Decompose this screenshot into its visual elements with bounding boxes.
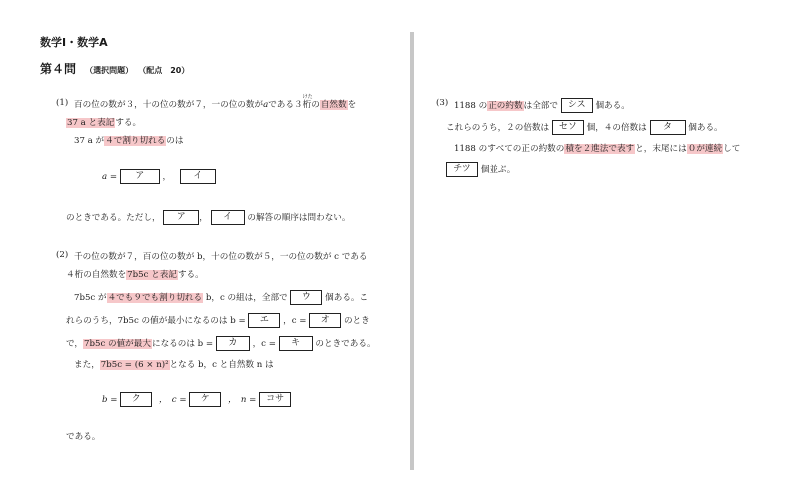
q1-text: の解答の順序は問わない。: [247, 213, 351, 223]
q2-end: である。: [66, 432, 101, 442]
q3-text: と，末尾には: [635, 144, 687, 154]
answer-box-ta[interactable]: タ: [650, 120, 686, 135]
q1-text: のときである。ただし，: [66, 213, 161, 223]
q2-line1: 千の位の数が７，百の位の数が b，十の位の数が５，一の位の数が c である: [74, 252, 368, 262]
eq-n-label: ， n =: [228, 395, 257, 405]
answer-box-ka[interactable]: カ: [216, 336, 250, 351]
q3-text: 1188 の: [454, 101, 488, 111]
q3-text: は全部で: [523, 101, 558, 111]
q3-text: 個ある。: [688, 123, 723, 133]
q2-line4: [66, 313, 370, 328]
q3-text: これらのうち，２の倍数は: [446, 123, 550, 133]
answer-box-seso[interactable]: セソ: [552, 120, 584, 135]
highlight-max-value: 7b5c の値が最大: [84, 339, 151, 349]
q2-text: する。: [177, 270, 204, 280]
q3-line1: [454, 98, 630, 113]
subject-title: 数学Ⅰ・数学A: [40, 36, 108, 49]
selection-note: （選択問題）: [85, 66, 134, 75]
highlight-notation: 37 a と表記: [67, 118, 115, 128]
q2-text: のとき: [343, 316, 370, 326]
q2-line6: [74, 358, 274, 370]
answer-box-u[interactable]: ウ: [290, 290, 322, 305]
answer-box-a-ref[interactable]: ア: [163, 210, 199, 225]
q3-text: 個，４の倍数は: [586, 123, 647, 133]
column-divider: [410, 32, 414, 470]
answer-box-shisu[interactable]: シス: [561, 98, 593, 113]
q1-text: である３: [268, 100, 303, 110]
highlight-divisible-4: ４で割り切れる: [105, 136, 166, 146]
q2-text: 個ある。こ: [325, 293, 369, 303]
q1-text: する。: [115, 118, 142, 128]
highlight-notation-2: 7b5c と表記: [127, 270, 177, 280]
q2-number: (2): [56, 250, 69, 260]
q2-text: b，c の組は，全部で: [203, 293, 288, 303]
eq-a-label: a =: [102, 172, 118, 182]
q1-number: (1): [56, 98, 69, 108]
highlight-consecutive-zeros: ０が連続: [687, 144, 723, 154]
q1-text: のは: [166, 136, 184, 146]
q2-text: になるのは b =: [151, 339, 214, 349]
highlight-binary-product: 積を２進法で表す: [565, 144, 635, 154]
q1-line2: [66, 116, 141, 128]
q1-line1: [74, 94, 357, 110]
q2-text: 7b5c が: [74, 293, 107, 303]
q1-text: 百の位の数が３，十の位の数が７，一の位の数が: [74, 100, 264, 110]
q1-text: ，: [199, 213, 208, 223]
problem-number: 第４問: [40, 62, 77, 76]
highlight-positive-divisor: 正の約数: [488, 101, 523, 111]
comma: ，: [162, 172, 172, 182]
q3-text: して: [723, 144, 741, 154]
q2-text: れらのうち，7b5c の値が最小になるのは b =: [66, 316, 246, 326]
eq-b-label: b =: [102, 395, 118, 405]
q1-answer-line: [102, 169, 216, 184]
answer-box-a[interactable]: ア: [120, 169, 160, 184]
eq-c-label: ， c =: [158, 395, 187, 405]
answer-box-i-ref[interactable]: イ: [211, 210, 245, 225]
keta-ruby: [302, 94, 313, 110]
answer-box-i[interactable]: イ: [180, 169, 216, 184]
q1-var-a: a: [263, 100, 269, 110]
q3-number: (3): [436, 98, 449, 108]
q2-text: また，: [74, 360, 100, 370]
q1-text: を: [347, 100, 357, 110]
q2-answer-line: [102, 392, 291, 407]
q1-line3: [74, 134, 184, 146]
answer-box-o[interactable]: オ: [309, 313, 341, 328]
answer-box-kosa[interactable]: コサ: [259, 392, 291, 407]
highlight-square-equation: 7b5c = (6 × n)²: [100, 360, 169, 370]
q3-text: 1188 のすべての正の約数の: [454, 144, 565, 154]
keta-text: 桁: [302, 100, 312, 110]
answer-box-ku[interactable]: ク: [120, 392, 152, 407]
points-note: （配点 20）: [138, 66, 190, 75]
answer-box-e[interactable]: エ: [248, 313, 280, 328]
q2-text: ４桁の自然数を: [66, 270, 127, 280]
q1-line5: [66, 210, 351, 225]
q3-text: 個並ぶ。: [480, 165, 516, 175]
q2-text: のときである。: [315, 339, 376, 349]
problem-heading: [40, 58, 189, 77]
q3-line2: [446, 120, 723, 135]
answer-box-chitsu[interactable]: チツ: [446, 162, 478, 177]
q1-text: の: [311, 100, 320, 110]
q2-text: で，: [66, 339, 84, 349]
q3-line3: [454, 142, 740, 154]
q2-line3: [74, 290, 368, 305]
ruby-text: けた: [302, 94, 313, 100]
q2-line2: [66, 268, 204, 280]
q2-text: となる b，c と自然数 n は: [169, 360, 274, 370]
q1-text: 37 a が: [74, 136, 105, 146]
q3-line4: [446, 162, 515, 177]
highlight-natural-number: 自然数: [320, 100, 347, 110]
q3-text: 個ある。: [595, 101, 630, 111]
answer-box-ke[interactable]: ケ: [189, 392, 221, 407]
highlight-divisible-4-9: ４でも９でも割り切れる: [107, 293, 203, 303]
q2-text: ，c =: [252, 339, 276, 349]
answer-box-ki[interactable]: キ: [279, 336, 313, 351]
q2-line5: [66, 336, 376, 351]
q2-text: ，c =: [283, 316, 307, 326]
